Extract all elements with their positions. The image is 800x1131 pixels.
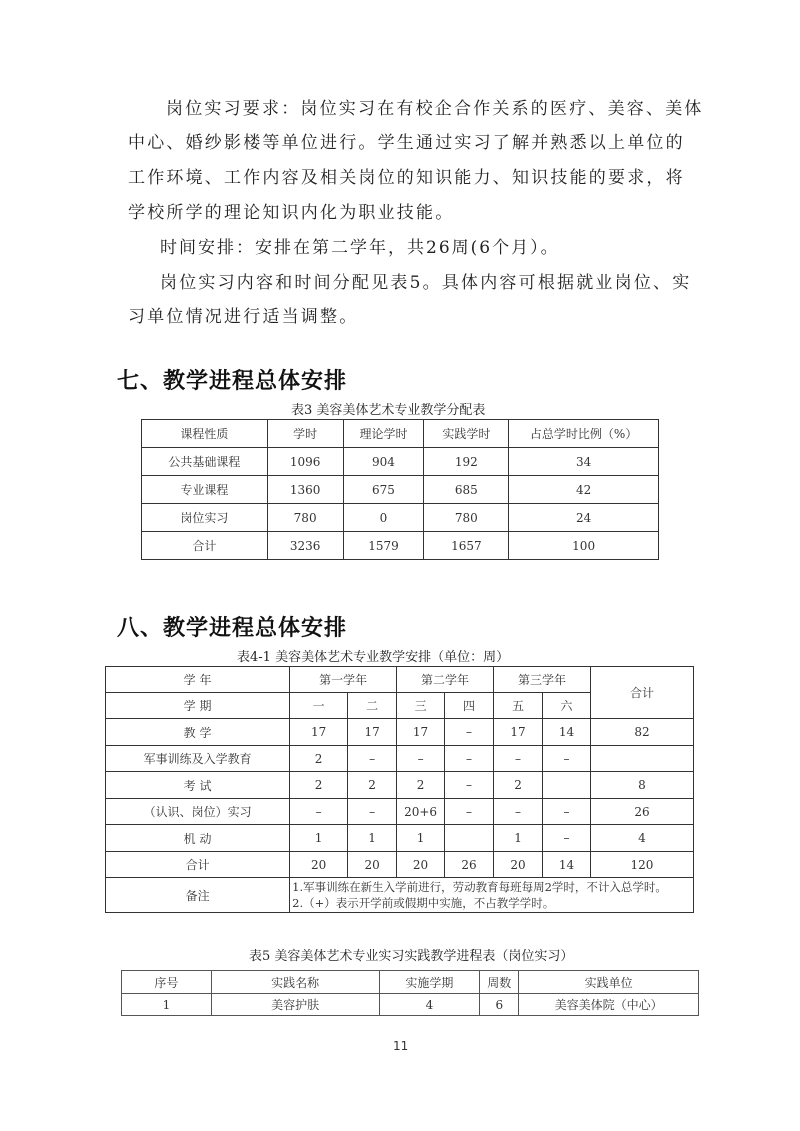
cell: 904 [343,448,424,476]
term-cell: 五 [494,693,543,719]
header-cell: 实践学时 [424,420,509,448]
table-5-header-row [122,971,699,994]
notes-cell [290,878,694,913]
cell [543,772,591,799]
header-cell: 实施学期 [379,971,480,994]
cell: 17 [290,719,348,746]
header-cell: 实践单位 [519,971,699,994]
table-3-header-row [142,420,659,448]
term-cell: 三 [397,693,445,719]
cell: 岗位实习 [142,504,268,532]
year-2: 第二学年 [397,667,494,693]
cell: – [445,719,494,746]
term-cell: 二 [348,693,397,719]
cell: 20+6 [397,799,445,825]
table-4-1 [105,666,694,913]
row-label: 机 动 [106,825,290,852]
cell: – [543,825,591,852]
table-row [106,825,694,852]
total-cell: 8 [590,772,693,799]
table-5-caption: 表5 美容美体艺术专业实习实践教学进程表（岗位实习） [249,949,574,964]
cell: – [290,799,348,825]
cell: 20 [494,852,543,878]
cell: 685 [424,476,509,504]
cell: 2 [397,772,445,799]
intro-line-4: 学校所学的理论知识内化为职业技能。 [128,203,455,223]
note-1: 1.军事训练在新生入学前进行，劳动教育每班每周2学时，不计入总学时。 [292,880,667,894]
term-cell: 一 [290,693,348,719]
intro-line-2: 中心、婚纱影楼等单位进行。学生通过实习了解并熟悉以上单位的 [128,133,685,153]
intro-line-3: 工作环境、工作内容及相关岗位的知识能力、知识技能的要求，将 [128,168,685,188]
header-cell: 周数 [480,971,519,994]
row-label: 军事训练及入学教育 [106,746,290,772]
cell: 20 [290,852,348,878]
cell: 42 [509,476,659,504]
table-row [122,994,699,1016]
table-row [142,476,659,504]
cell: 2 [290,772,348,799]
cell: 美容美体院（中心） [519,994,699,1016]
total-cell: 26 [590,799,693,825]
cell: – [348,746,397,772]
cell: 3236 [267,532,343,560]
cell: 2 [348,772,397,799]
cell: 1 [122,994,212,1016]
total-cell: 4 [590,825,693,852]
table-row [106,772,694,799]
cell: 0 [343,504,424,532]
table-row [106,852,694,878]
term-label: 学 期 [106,693,290,719]
header-cell: 实践名称 [211,971,379,994]
cell: 675 [343,476,424,504]
table-row [106,719,694,746]
cell: 780 [424,504,509,532]
year-row [106,667,694,693]
cell: 17 [348,719,397,746]
cell: 34 [509,448,659,476]
cell: 17 [397,719,445,746]
header-cell: 序号 [122,971,212,994]
table-row [142,504,659,532]
row-label: 考 试 [106,772,290,799]
cell: 1 [397,825,445,852]
cell: – [397,746,445,772]
cell: 1 [290,825,348,852]
cell: 2 [494,772,543,799]
cell: – [348,799,397,825]
section-8-heading: 八、教学进程总体安排 [117,616,348,641]
intro-line-7: 习单位情况进行适当调整。 [128,307,359,327]
header-cell: 课程性质 [142,420,268,448]
row-label: 合计 [106,852,290,878]
table-4-1-caption: 表4-1 美容美体艺术专业教学安排（单位：周） [237,650,510,665]
note-2: 2.（+）表示开学前或假期中实施，不占教学学时。 [292,896,555,910]
header-cell: 学时 [267,420,343,448]
intro-line-1: 岗位实习要求：岗位实习在有校企合作关系的医疗、美容、美体 [166,99,704,119]
cell: – [445,772,494,799]
intro-line-6: 岗位实习内容和时间分配见表5。具体内容可根据就业岗位、实 [160,273,692,293]
cell: 17 [494,719,543,746]
cell: – [543,799,591,825]
cell: 14 [543,719,591,746]
total-header: 合计 [590,667,693,719]
total-cell: 82 [590,719,693,746]
cell: – [445,799,494,825]
cell: – [494,799,543,825]
term-cell: 六 [543,693,591,719]
cell: 24 [509,504,659,532]
cell: 1657 [424,532,509,560]
row-label: 教 学 [106,719,290,746]
table-row [106,746,694,772]
note-label: 备注 [106,878,290,913]
cell: 4 [379,994,480,1016]
cell: 26 [445,852,494,878]
cell [445,825,494,852]
table-row [106,799,694,825]
total-cell [590,746,693,772]
cell: 专业课程 [142,476,268,504]
cell: 美容护肤 [211,994,379,1016]
cell: – [543,746,591,772]
cell: 1 [494,825,543,852]
section-7-heading: 七、教学进程总体安排 [117,369,348,394]
cell: – [494,746,543,772]
cell: 20 [348,852,397,878]
cell: 1 [348,825,397,852]
table-3-caption: 表3 美容美体艺术专业教学分配表 [291,403,486,418]
cell: 1096 [267,448,343,476]
header-cell: 占总学时比例（%） [509,420,659,448]
cell: 1579 [343,532,424,560]
cell: 6 [480,994,519,1016]
cell: 14 [543,852,591,878]
cell: 20 [397,852,445,878]
cell: 公共基础课程 [142,448,268,476]
notes-row [106,878,694,913]
table-5 [121,970,699,1016]
cell: 合计 [142,532,268,560]
total-cell: 120 [590,852,693,878]
header-cell: 理论学时 [343,420,424,448]
cell: 192 [424,448,509,476]
table-row [142,532,659,560]
time-arrangement: 时间安排：安排在第二学年，共26周(6个月）。 [160,238,560,258]
table-row [142,448,659,476]
page-number: 11 [393,1039,409,1053]
cell: 780 [267,504,343,532]
cell: 1360 [267,476,343,504]
year-label: 学 年 [106,667,290,693]
cell: 2 [290,746,348,772]
table-3 [141,419,659,560]
term-cell: 四 [445,693,494,719]
cell: – [445,746,494,772]
cell: 100 [509,532,659,560]
row-label: （认识、岗位）实习 [106,799,290,825]
year-3: 第三学年 [494,667,591,693]
year-1: 第一学年 [290,667,397,693]
